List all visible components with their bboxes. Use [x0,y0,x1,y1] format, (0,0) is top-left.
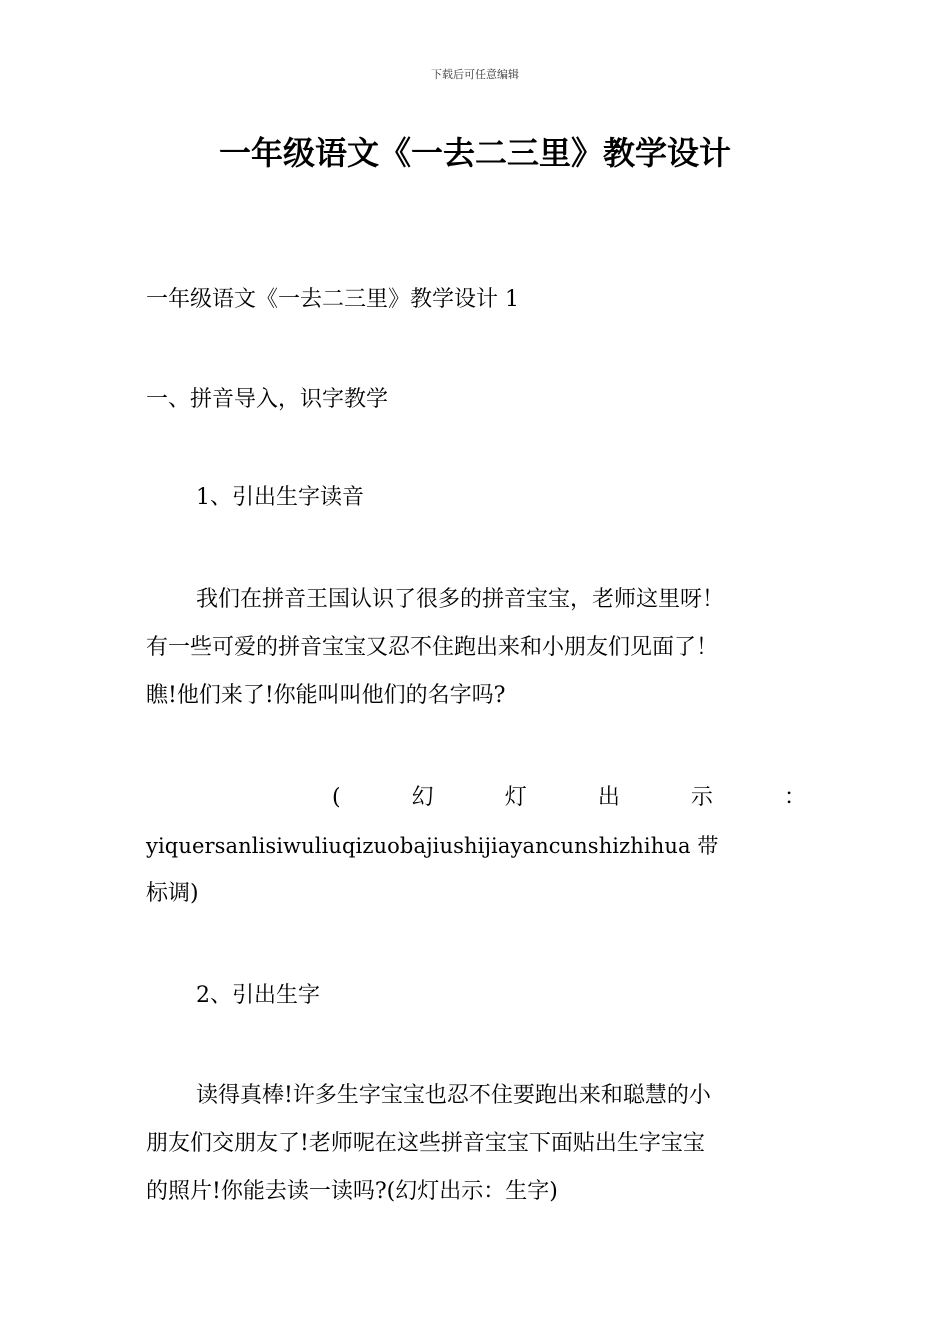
spread-char-5: 示 [690,785,713,810]
paragraph-3-line-3: 的照片!你能去读一读吗?(幻灯出示：生字) [146,1179,558,1204]
paragraph-3-line-1: 读得真棒!许多生字宝宝也忍不住要跑出来和聪慧的小 [196,1083,711,1108]
section-heading-1: 一、拼音导入，识字教学 [146,387,389,412]
document-subtitle: 一年级语文《一去二三里》教学设计 1 [146,287,519,312]
spread-char-1: ( [332,785,341,810]
paragraph-3-line-2: 朋友们交朋友了!老师呢在这些拼音宝宝下面贴出生字宝宝 [146,1131,705,1156]
document-title: 一年级语文《一去二三里》教学设计 [218,134,731,172]
paragraph-2-line-3: 标调) [146,881,199,906]
paragraph-1-line-2: 有一些可爱的拼音宝宝又忍不住跑出来和小朋友们见面了！ [146,635,719,660]
item-heading-1: 1、引出生字读音 [196,485,364,510]
spread-char-3: 灯 [504,785,527,810]
item-heading-2: 2、引出生字 [196,983,320,1008]
paragraph-1 [146,576,806,720]
paragraph-2-spread-line [146,774,806,822]
paragraph-2 [146,774,806,918]
paragraph-2-line-2: yiquersanlisiwuliuqizuobajiushijiayancunshizhihua 带 [146,834,719,858]
paragraph-1-line-1: 我们在拼音王国认识了很多的拼音宝宝，老师这里呀！ [196,587,725,612]
spread-char-4: 出 [597,785,620,810]
paragraph-3 [146,1072,806,1216]
paragraph-1-line-3: 瞧!他们来了!你能叫叫他们的名字吗? [146,683,506,708]
header-note: 下载后可任意编辑 [431,68,519,81]
spread-char-2: 幻 [411,785,434,810]
spread-char-6: ： [783,785,806,810]
